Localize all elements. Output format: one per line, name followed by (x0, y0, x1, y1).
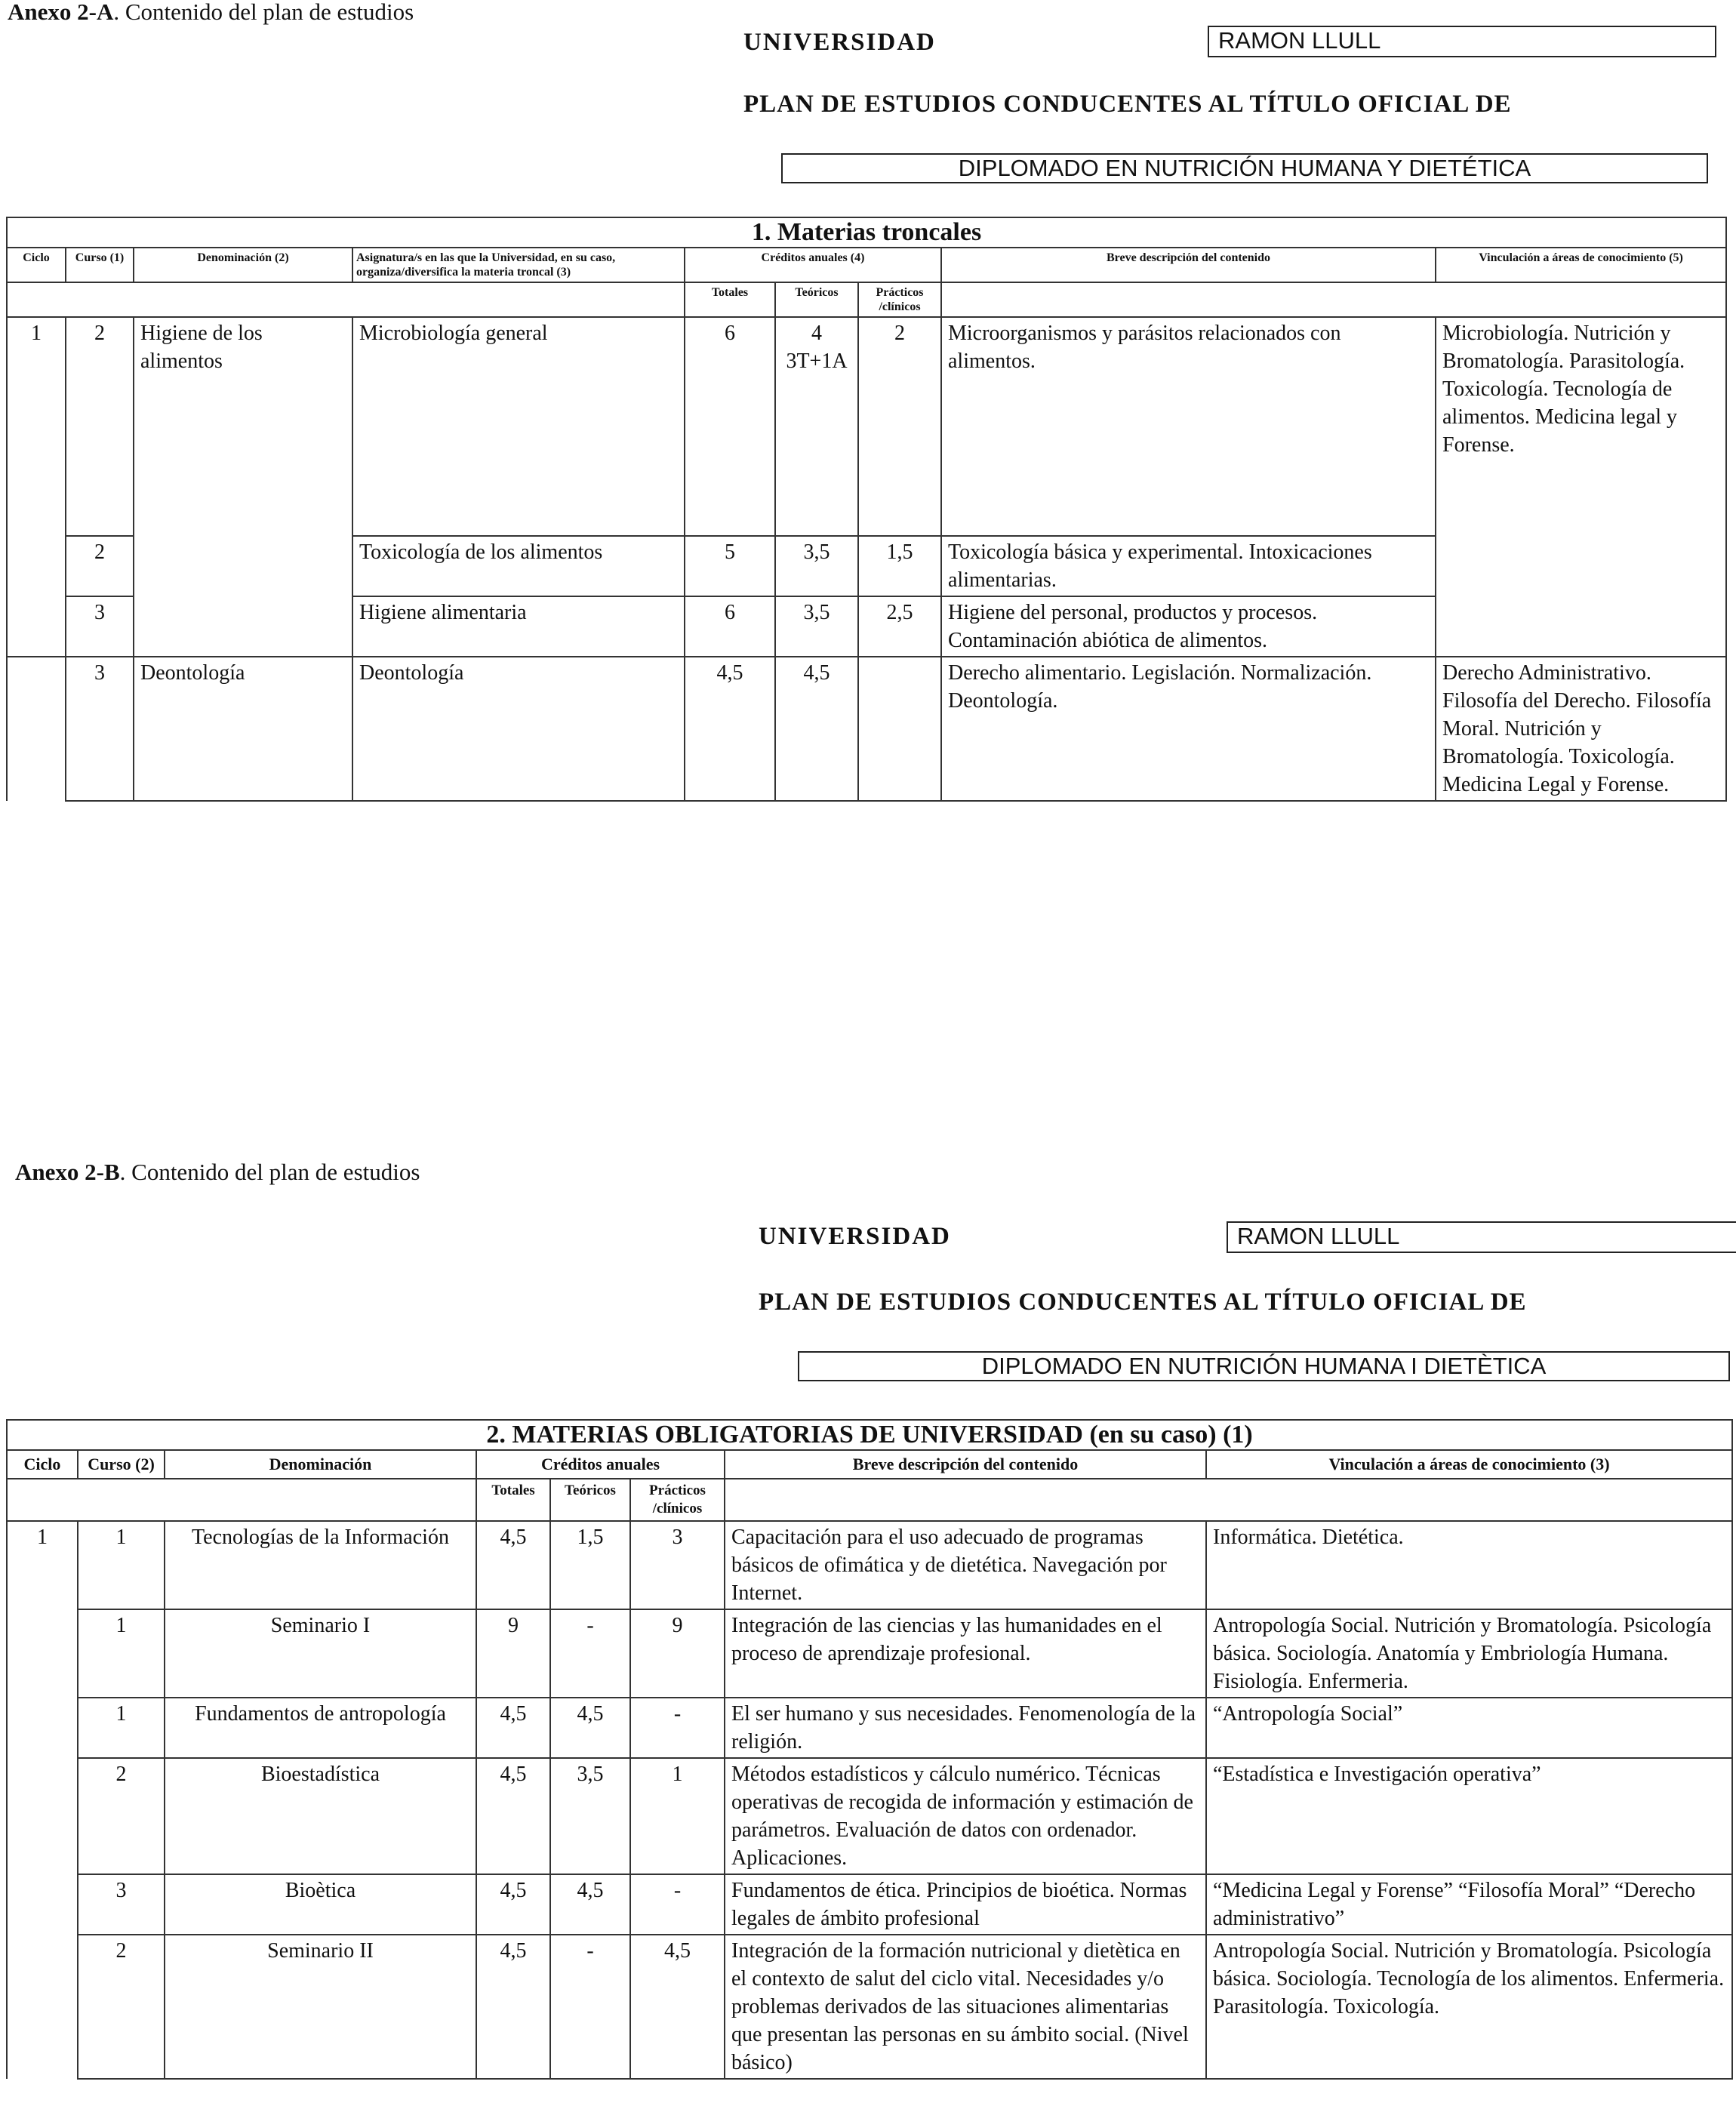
plan-label: PLAN DE ESTUDIOS CONDUCENTES AL TÍTULO OFICIAL DE (743, 91, 1512, 118)
header-curso: Curso (2) (78, 1450, 165, 1479)
header-spacer (941, 282, 1726, 317)
header-creditos: Créditos anuales (4) (685, 248, 941, 282)
cell-vinculacion: “Antropología Social” (1206, 1698, 1732, 1758)
cell-descripcion: Microorganismos y parásitos relacionados con alimentos. (941, 317, 1436, 536)
degree-title-box: DIPLOMADO EN NUTRICIÓN HUMANA Y DIETÉTICA (781, 153, 1708, 183)
cell-denominacion: Deontología (134, 657, 352, 801)
cell-ciclo (7, 1874, 78, 1935)
cell-descripcion: Higiene del personal, productos y procesos. Contaminación abiótica de alimentos. (941, 596, 1436, 657)
cell-vinculacion: Microbiología. Nutrición y Bromatología. Parasitología. Toxicología. Tecnología de alimentos. Medicina legal y Forense. (1436, 317, 1726, 657)
header-descripcion: Breve descripción del contenido (725, 1450, 1206, 1479)
cell-ciclo: 1 (7, 1521, 78, 1609)
cell-teoricos: 4,5 (550, 1874, 630, 1935)
cell-denominacion: Higiene de los alimentos (134, 317, 352, 657)
cell-denominacion: Bioestadística (165, 1758, 476, 1874)
table-caption: 1. Materias troncales (7, 217, 1726, 248)
header-descripcion: Breve descripción del contenido (941, 248, 1436, 282)
cell-denominacion: Bioètica (165, 1874, 476, 1935)
table-row (7, 1935, 1732, 2079)
cell-teoricos: 4,5 (550, 1698, 630, 1758)
cell-teoricos: 3,5 (550, 1758, 630, 1874)
header-totales: Totales (476, 1479, 550, 1521)
cell-teoricos: 4,5 (775, 657, 858, 801)
cell-ciclo (7, 1758, 78, 1874)
cell-descripcion: Integración de la formación nutricional y dietètica en el contexto de salut del ciclo vital. Necesidades y/o problemas derivados de las situaciones alimentarias que presentan las personas en su ámbito social. (Nivel básico) (725, 1935, 1206, 2079)
header-vinculacion: Vinculación a áreas de conocimiento (5) (1436, 248, 1726, 282)
header-totales: Totales (685, 282, 775, 317)
header-ciclo: Ciclo (7, 248, 66, 282)
cell-totales: 6 (685, 317, 775, 536)
cell-ciclo (7, 1609, 78, 1698)
cell-ciclo (7, 1698, 78, 1758)
cell-asignatura: Microbiología general (352, 317, 685, 536)
cell-curso: 1 (78, 1609, 165, 1698)
cell-teoricos: - (550, 1935, 630, 2079)
cell-descripcion: Derecho alimentario. Legislación. Normalización. Deontología. (941, 657, 1436, 801)
table-row (7, 657, 1726, 801)
cell-vinculacion: Antropología Social. Nutrición y Bromatología. Psicología básica. Sociología. Tecnología de los alimentos. Enfermeria. Parasitología. Toxicología. (1206, 1935, 1732, 2079)
cell-practicos: 1 (630, 1758, 725, 1874)
header-spacer (7, 282, 685, 317)
cell-practicos: 9 (630, 1609, 725, 1698)
universidad-value-box: RAMON LLULL (1227, 1221, 1736, 1253)
cell-descripcion: Capacitación para el uso adecuado de programas básicos de ofimática y de dietética. Navegación por Internet. (725, 1521, 1206, 1609)
cell-curso: 1 (78, 1698, 165, 1758)
universidad-value-box: RAMON LLULL (1208, 26, 1716, 57)
table-row (7, 1758, 1732, 1874)
table-row (7, 1609, 1732, 1698)
cell-vinculacion: Derecho Administrativo. Filosofía del Derecho. Filosofía Moral. Nutrición y Bromatología. Toxicología. Medicina Legal y Forense. (1436, 657, 1726, 801)
header-practicos: Prácticos /clínicos (858, 282, 941, 317)
table-caption: 2. MATERIAS OBLIGATORIAS DE UNIVERSIDAD (en su caso) (1) (7, 1420, 1732, 1450)
cell-totales: 4,5 (476, 1874, 550, 1935)
table-row (7, 317, 1726, 536)
cell-curso: 2 (78, 1758, 165, 1874)
cell-curso: 2 (66, 317, 134, 536)
annex-b-label: Anexo 2-B. Contenido del plan de estudios (15, 1159, 420, 1185)
cell-asignatura: Deontología (352, 657, 685, 801)
header-vinculacion: Vinculación a áreas de conocimiento (3) (1206, 1450, 1732, 1479)
cell-totales: 4,5 (685, 657, 775, 801)
cell-totales: 6 (685, 596, 775, 657)
header-teoricos: Teóricos (550, 1479, 630, 1521)
header-teoricos: Teóricos (775, 282, 858, 317)
degree-title-box: DIPLOMADO EN NUTRICIÓN HUMANA I DIETÈTICA (798, 1351, 1730, 1381)
cell-curso: 3 (66, 657, 134, 801)
cell-totales: 4,5 (476, 1935, 550, 2079)
cell-descripcion: Integración de las ciencias y las humanidades en el proceso de aprendizaje profesional. (725, 1609, 1206, 1698)
cell-asignatura: Higiene alimentaria (352, 596, 685, 657)
cell-curso: 2 (66, 536, 134, 596)
header-denominacion: Denominación (165, 1450, 476, 1479)
cell-teoricos: - (550, 1609, 630, 1698)
cell-teoricos: 1,5 (550, 1521, 630, 1609)
cell-teoricos-value: 4 (811, 322, 822, 345)
cell-practicos (858, 657, 941, 801)
materias-troncales-table (6, 217, 1727, 802)
header-denominacion: Denominación (2) (134, 248, 352, 282)
cell-descripcion: Toxicología básica y experimental. Intoxicaciones alimentarias. (941, 536, 1436, 596)
cell-teoricos (775, 317, 858, 536)
cell-ciclo (7, 657, 66, 801)
universidad-label: UNIVERSIDAD (743, 29, 936, 56)
cell-denominacion: Seminario I (165, 1609, 476, 1698)
annex-a-label: Anexo 2-A. Contenido del plan de estudios (8, 0, 414, 25)
cell-denominacion: Fundamentos de antropología (165, 1698, 476, 1758)
header-spacer (725, 1479, 1732, 1521)
universidad-label: UNIVERSIDAD (759, 1223, 951, 1250)
cell-practicos: 2,5 (858, 596, 941, 657)
cell-practicos: 1,5 (858, 536, 941, 596)
cell-asignatura: Toxicología de los alimentos (352, 536, 685, 596)
cell-practicos: - (630, 1698, 725, 1758)
cell-teoricos: 3,5 (775, 536, 858, 596)
cell-denominacion: Tecnologías de la Información (165, 1521, 476, 1609)
cell-descripcion: Métodos estadísticos y cálculo numérico. Técnicas operativas de recogida de información y estimación de parámetros. Evaluación de datos con ordenador. Aplicaciones. (725, 1758, 1206, 1874)
cell-vinculacion: “Medicina Legal y Forense” “Filosofía Moral” “Derecho administrativo” (1206, 1874, 1732, 1935)
plan-label: PLAN DE ESTUDIOS CONDUCENTES AL TÍTULO OFICIAL DE (759, 1289, 1527, 1316)
cell-practicos: - (630, 1874, 725, 1935)
cell-practicos: 2 (858, 317, 941, 536)
table-row (7, 1698, 1732, 1758)
cell-curso: 1 (78, 1521, 165, 1609)
cell-denominacion: Seminario II (165, 1935, 476, 2079)
header-practicos: Prácticos /clínicos (630, 1479, 725, 1521)
cell-vinculacion: Informática. Dietética. (1206, 1521, 1732, 1609)
cell-teoricos: 3,5 (775, 596, 858, 657)
cell-teoricos-detail: 3T+1A (786, 349, 848, 373)
header-curso: Curso (1) (66, 248, 134, 282)
table-row (7, 1521, 1732, 1609)
cell-practicos: 3 (630, 1521, 725, 1609)
header-asignatura: Asignatura/s en las que la Universidad, en su caso, organiza/diversifica la materia troncal (3) (352, 248, 685, 282)
cell-totales: 5 (685, 536, 775, 596)
header-ciclo: Ciclo (7, 1450, 78, 1479)
header-creditos: Créditos anuales (476, 1450, 725, 1479)
table-row (7, 1874, 1732, 1935)
cell-practicos: 4,5 (630, 1935, 725, 2079)
cell-ciclo (7, 1935, 78, 2079)
cell-descripcion: El ser humano y sus necesidades. Fenomenología de la religión. (725, 1698, 1206, 1758)
cell-totales: 9 (476, 1609, 550, 1698)
header-spacer (7, 1479, 476, 1521)
cell-vinculacion: “Estadística e Investigación operativa” (1206, 1758, 1732, 1874)
cell-curso: 3 (78, 1874, 165, 1935)
materias-obligatorias-table (6, 1419, 1733, 2080)
cell-totales: 4,5 (476, 1758, 550, 1874)
cell-totales: 4,5 (476, 1698, 550, 1758)
cell-curso: 3 (66, 596, 134, 657)
cell-ciclo: 1 (7, 317, 66, 657)
cell-descripcion: Fundamentos de ética. Principios de bioética. Normas legales de ámbito profesional (725, 1874, 1206, 1935)
cell-totales: 4,5 (476, 1521, 550, 1609)
cell-vinculacion: Antropología Social. Nutrición y Bromatología. Psicología básica. Sociología. Anatomía y Embriología Humana. Fisiología. Enfermeria. (1206, 1609, 1732, 1698)
cell-curso: 2 (78, 1935, 165, 2079)
